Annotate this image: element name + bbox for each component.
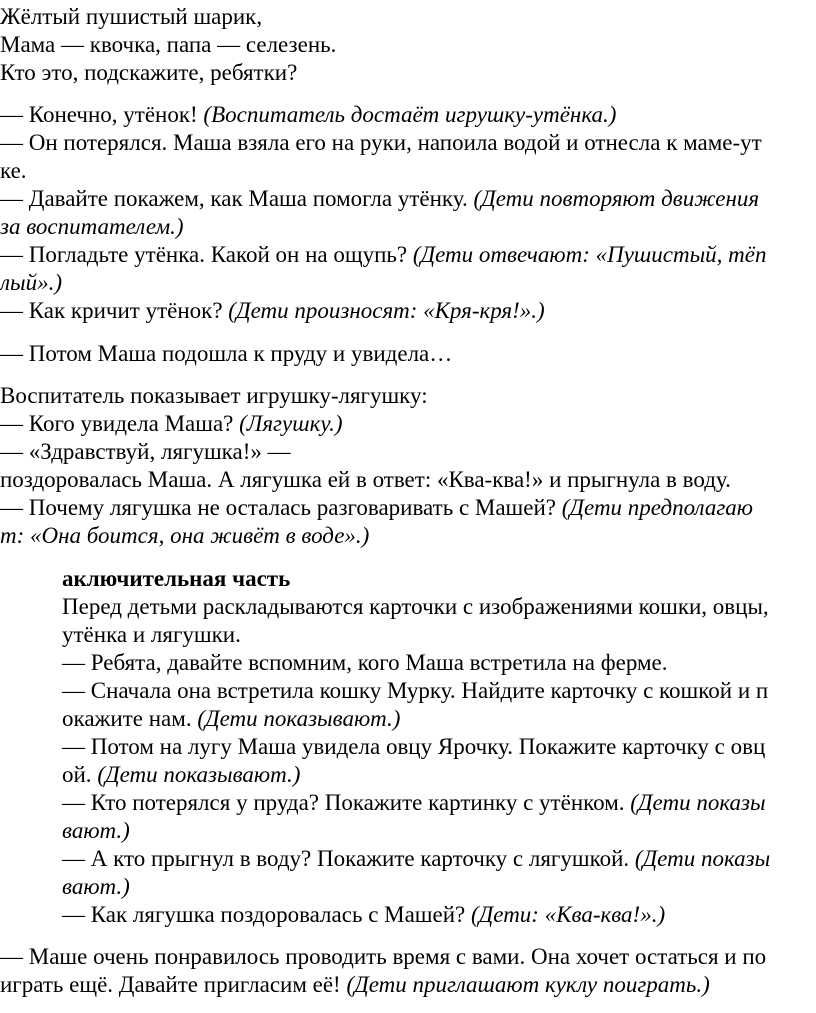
text-line: — Как кричит утёнок? (Дети произносят: «Кря-кря!».): [0, 298, 545, 323]
text-line: окажите нам. (Дети показывают.): [62, 706, 401, 731]
text-line: — Потом Маша подошла к пруду и увидела…: [0, 341, 453, 366]
text-line: — Маше очень понравилось проводить время с вами. Она хочет остаться и по: [0, 944, 767, 969]
text-line: — Ребята, давайте вспомним, кого Маша встретила на ферме.: [62, 650, 668, 675]
text-line: вают.): [62, 818, 130, 843]
text-line: — Почему лягушка не осталась разговаривать с Машей? (Дети предполагаю: [0, 495, 754, 520]
text-line: ой. (Дети показывают.): [62, 762, 301, 787]
text-line: — Давайте покажем, как Маша помогла утёнку. (Дети повторяют движения: [0, 186, 760, 211]
text-line: — Кого увидела Маша? (Лягушку.): [0, 411, 343, 436]
text-line: — Конечно, утёнок! (Воспитатель достаёт игрушку-утёнка.): [0, 102, 617, 127]
text-line: Мама — квочка, папа — селезень.: [0, 32, 337, 57]
text-line: лый».): [0, 270, 63, 295]
text-line: — Потом на лугу Маша увидела овцу Ярочку. Покажите карточку с овц: [62, 734, 766, 759]
text-line: — Погладьте утёнка. Какой он на ощупь? (Дети отвечают: «Пушистый, тёп: [0, 242, 767, 267]
text-line: за воспитателем.): [0, 214, 184, 239]
text-line: утёнка и лягушки.: [62, 622, 241, 647]
text-line: — Кто потерялся у пруда? Покажите картинку с утёнком. (Дети показы: [62, 790, 766, 815]
text-line: — Сначала она встретила кошку Мурку. Найдите карточку с кошкой и п: [62, 678, 769, 703]
text-line: ке.: [0, 158, 27, 183]
text-line: поздоровалась Маша. А лягушка ей в ответ: «Ква-ква!» и прыгнула в воду.: [0, 467, 731, 492]
text-line: — Он потерялся. Маша взяла его на руки, напоила водой и отнесла к маме-ут: [0, 130, 762, 155]
text-line: вают.): [62, 874, 130, 899]
text-line: Перед детьми раскладываются карточки с изображениями кошки, овцы,: [62, 594, 769, 619]
text-line: играть ещё. Давайте пригласим её! (Дети приглашают куклу поиграть.): [0, 972, 710, 997]
text-line: — А кто прыгнул в воду? Покажите карточку с лягушкой. (Дети показы: [62, 846, 771, 871]
text-line: — Как лягушка поздоровалась с Машей? (Дети: «Ква-ква!».): [62, 902, 666, 927]
text-line: — «Здравствуй, лягушка!» —: [0, 439, 291, 464]
text-line: Жёлтый пушистый шарик,: [0, 4, 263, 29]
text-line: Кто это, подскажите, ребятки?: [0, 60, 298, 85]
text-line: Воспитатель показывает игрушку-лягушку:: [0, 383, 428, 408]
text-line: т: «Она боится, она живёт в воде».): [0, 523, 370, 548]
section-heading: аключительная часть: [62, 566, 291, 591]
